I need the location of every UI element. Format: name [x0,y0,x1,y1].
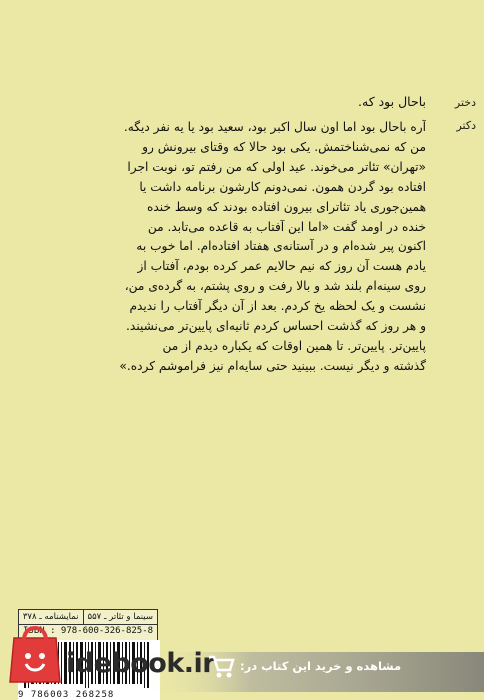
cart-icon [206,650,236,680]
dialog-line: نشست و یک لحظه یخ کردم. بعد از آن دیگر آفتاب را ندیدم [129,299,426,314]
series-label: نمایشنامه ـ ۳۷۸ [22,612,79,622]
category-label: سینما و تئاتر ـ ۵۵۷ [83,610,157,624]
dialog-first-line: باحال بود که. [358,94,426,109]
dialog-line: روی سینه‌ام بلند شد و بالا رفت و روی پشتم، به گرده‌ی من، [124,279,426,294]
dialog-line: «تهران» تئاتر می‌خوند. عید اولی که من رفتم تو، نوبت اجرا [127,159,426,174]
isbn-text: ISBN : 978-600-326-825-8 [23,626,154,636]
shopping-bag-icon [4,616,66,686]
dialog-paragraph [34,118,426,377]
dialog-line: همین‌جوری یاد تئاترای بیرون افتاده بودند که وسط خنده [147,199,426,214]
speaker-doctor: دکتر [456,119,476,132]
dialog-line: پایین‌تر. پایین‌تر. تا همین اوقات که یکباره دیدم از من [162,338,426,353]
dialog-line: افتاده بود گردن همون. نمی‌دونم کارشون برنامه داشت یا [139,179,426,194]
dialog-line: یادم هست آن روز که نیم حالایم عمر کرده بودم، آفتاب از [137,259,426,274]
site-logo: idebook.ir [66,648,216,679]
dialog-line: و هر روز که گذشت احساس کردم ثانیه‌ای پایین‌تر می‌نشیند. [126,319,426,334]
buy-cta-text: مشاهده و خرید این کتاب در: [240,659,402,673]
dialog-line: اکنون پیر شده‌ام و در آستانه‌ی هفتاد افتاده‌ام. اما خوب به [136,239,426,254]
dialog-line: گذشته و دیگر نیست. ببینید حتی سایه‌ام نیز فراموشم کرده.» [119,358,426,373]
speaker-girl: دختر [454,96,476,109]
barcode-digits: 9 786003 268258 [18,690,115,700]
dialog-line: خنده در اومد گفت «اما این آفتاب به قاعده می‌تابد. من [147,219,426,234]
dialog-line: من که نمی‌شناختمش. یکی بود حالا که وقتای بیرونش رو [142,139,426,154]
dialog-line: آره باحال بود اما اون سال اکبر بود، سعید بود یا یه نفر دیگه. [123,120,426,134]
